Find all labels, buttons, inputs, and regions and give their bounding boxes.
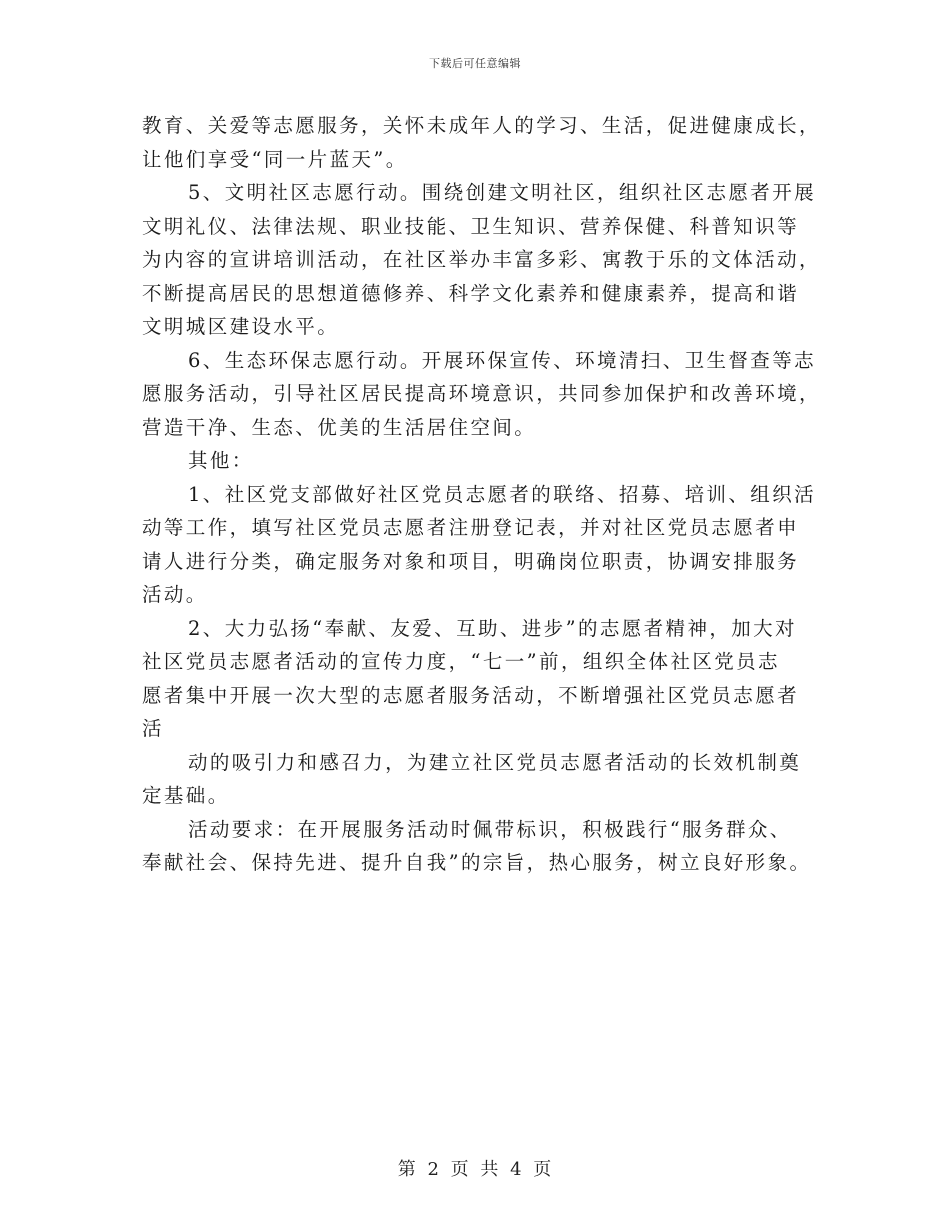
body-line: 文明城区建设水平。 xyxy=(142,315,340,338)
body-line: 教育、关爱等志愿服务，关怀未成年人的学习、生活，促进健康成长， xyxy=(142,114,821,137)
body-line: 营造干净、生态、优美的生活居住空间。 xyxy=(142,415,537,439)
page-header: 下载后可任意编辑 xyxy=(429,57,521,70)
body-line: 活 xyxy=(142,717,164,740)
body-line: 文明礼仪、法律法规、职业技能、卫生知识、营养保健、科普知识等 xyxy=(142,214,800,238)
body-line: 定基础。 xyxy=(142,784,230,807)
paragraph-start-line: 活动要求：在开展服务活动时佩带标识，积极践行“服务群众、 xyxy=(188,817,792,841)
paragraph-start-line: 1、社区党支部做好社区党员志愿者的联络、招募、培训、组织活 xyxy=(188,482,817,506)
section-heading-line: 其他： xyxy=(188,449,254,472)
body-line: 奉献社会、保持先进、提升自我”的宗旨，热心服务，树立良好形象。 xyxy=(142,851,812,874)
body-line: 请人进行分类，确定服务对象和项目，明确岗位职责，协调安排服务 xyxy=(142,549,800,573)
body-line: 愿服务活动，引导社区居民提高环境意识，共同参加保护和改善环境， xyxy=(142,382,821,405)
paragraph-start-line: 2、大力弘扬“奉献、友爱、互助、进步”的志愿者精神，加大对 xyxy=(188,616,797,640)
paragraph-start-line: 5、文明社区志愿行动。围绕创建文明社区，组织社区志愿者开展 xyxy=(188,181,817,204)
page-number-footer: 第 2 页 共 4 页 xyxy=(397,1159,553,1180)
body-line: 不断提高居民的思想道德修养、科学文化素养和健康素养，提高和谐 xyxy=(142,281,800,305)
body-line: 让他们享受“同一片蓝天”。 xyxy=(142,147,408,171)
body-line: 为内容的宣讲培训活动，在社区举办丰富多彩、寓教于乐的文体活动， xyxy=(142,248,821,271)
body-line: 动等工作，填写社区党员志愿者注册登记表，并对社区党员志愿者申 xyxy=(142,516,800,539)
body-line: 社区党员志愿者活动的宣传力度，“七一”前，组织全体社区党员志 xyxy=(142,650,780,673)
body-line: 活动。 xyxy=(142,583,208,606)
body-line: 愿者集中开展一次大型的志愿者服务活动，不断增强社区党员志愿者 xyxy=(142,683,800,707)
paragraph-start-line: 6、生态环保志愿行动。开展环保宣传、环境清扫、卫生督查等志 xyxy=(188,348,817,372)
document-body xyxy=(142,109,821,880)
paragraph-start-line: 动的吸引力和感召力，为建立社区党员志愿者活动的长效机制奠 xyxy=(188,750,802,774)
